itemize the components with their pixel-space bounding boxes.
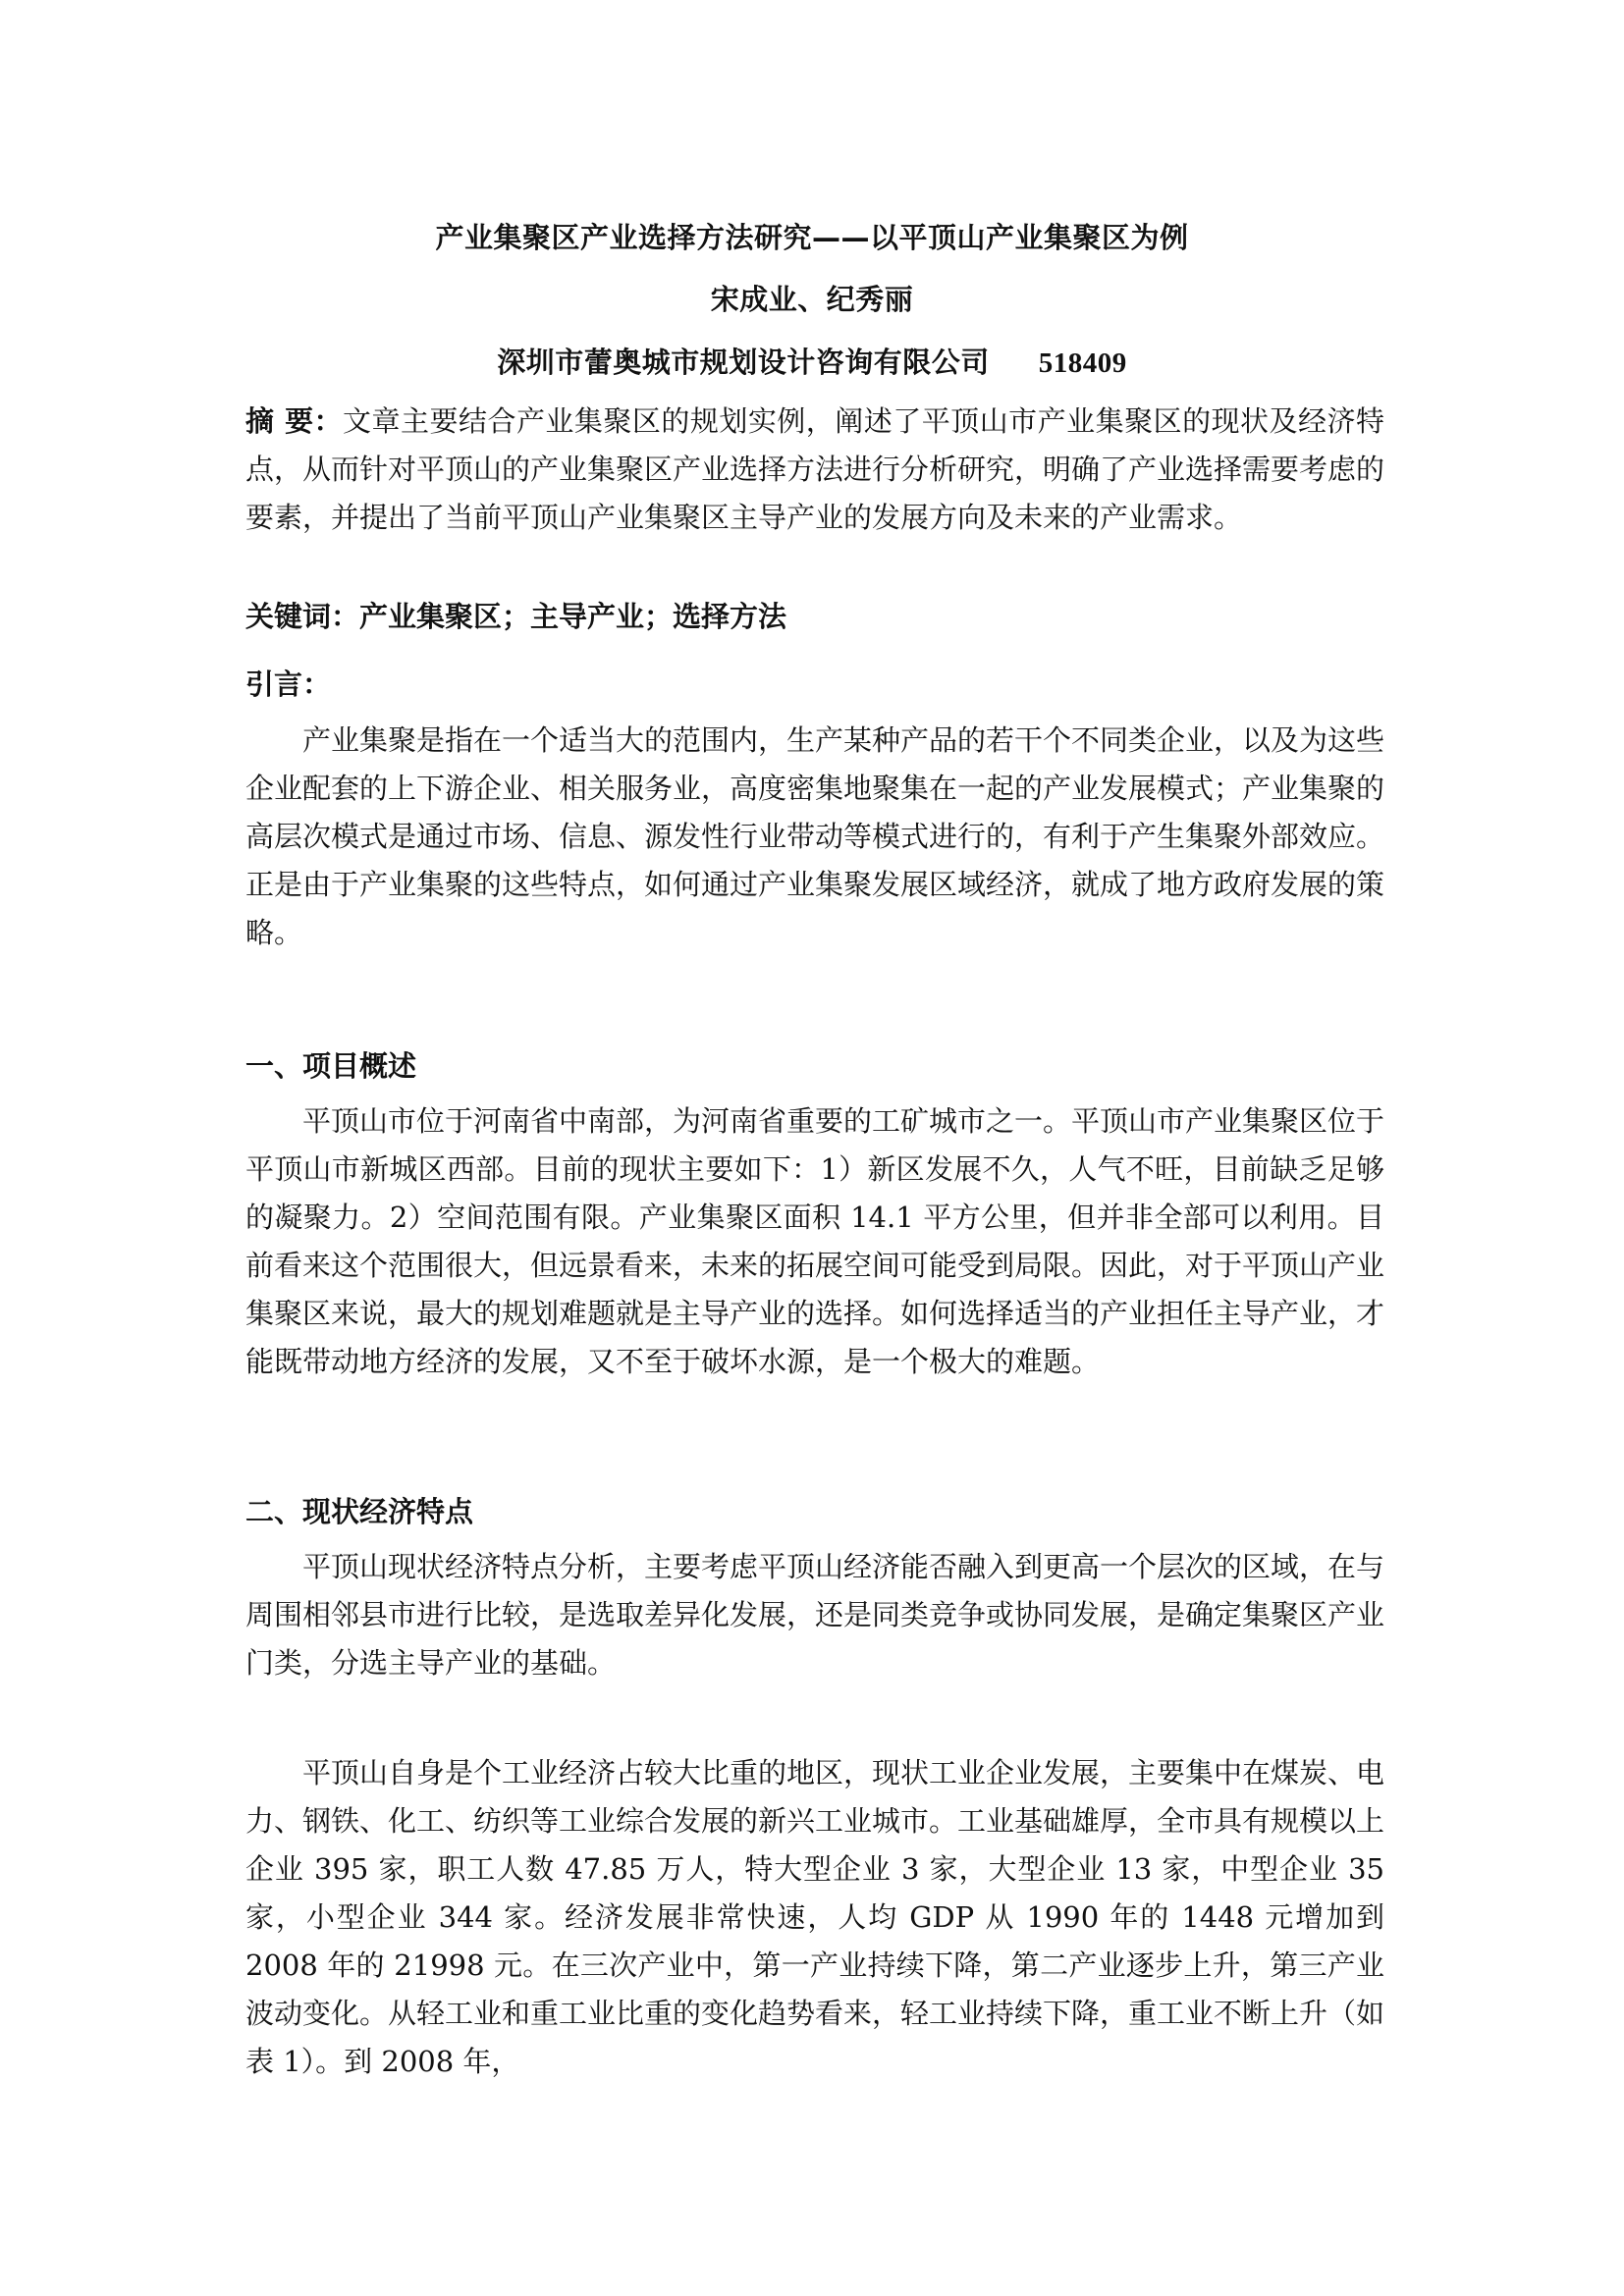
section2-heading-block [245, 1488, 1384, 1536]
paper-affiliation [0, 341, 1624, 381]
section2-heading: 二、现状经济特点 [245, 1495, 474, 1528]
intro-paragraph: 产业集聚是指在一个适当大的范围内，生产某种产品的若干个不同类企业，以及为这些企业配套的上下游企业、相关服务业，高度密集地聚集在一起的产业发展模式；产业集聚的高层次模式是通过市场、信息、源发性行业带动等模式进行的，有利于产生集聚外部效应。正是由于产业集聚的这些特点，如何通过产业集聚发展区域经济，就成了地方政府发展的策略。 [245, 723, 1385, 949]
paper-title: 产业集聚区产业选择方法研究——以平顶山产业集聚区为例 [435, 221, 1189, 254]
keywords-block [245, 593, 1384, 641]
section2-paragraph1-block [245, 1543, 1384, 1687]
abstract-block [245, 398, 1384, 542]
affiliation-name: 深圳市蕾奥城市规划设计咨询有限公司 [497, 346, 990, 379]
section1-heading-block [245, 1042, 1384, 1091]
affiliation-postcode: 518409 [1038, 347, 1127, 379]
section2-paragraph2-block [245, 1749, 1384, 2086]
intro-paragraph-block [245, 717, 1384, 957]
abstract-text: 文章主要结合产业集聚区的规划实例，阐述了平顶山市产业集聚区的现状及经济特点，从而针对平顶山的产业集聚区产业选择方法进行分析研究，明确了产业选择需要考虑的要素，并提出了当前平顶山产业集聚区主导产业的发展方向及未来的产业需求。 [245, 404, 1385, 534]
paper-authors: 宋成业、纪秀丽 [710, 283, 914, 316]
abstract-label: 摘 要： [245, 404, 344, 438]
keywords-label: 关键词： [245, 600, 360, 633]
section2-paragraph1: 平顶山现状经济特点分析，主要考虑平顶山经济能否融入到更高一个层次的区域，在与周围相邻县市进行比较，是选取差异化发展，还是同类竞争或协同发展，是确定集聚区产业门类，分选主导产业的基础。 [245, 1550, 1385, 1680]
intro-heading: 引言： [245, 667, 332, 701]
section1-heading: 一、项目概述 [245, 1049, 417, 1083]
keywords-text: 产业集聚区；主导产业；选择方法 [359, 600, 787, 633]
section1-paragraph-block [245, 1097, 1384, 1386]
section1-paragraph: 平顶山市位于河南省中南部，为河南省重要的工矿城市之一。平顶山市产业集聚区位于平顶山市新城区西部。目前的现状主要如下：1）新区发展不久，人气不旺，目前缺乏足够的凝聚力。2）空间范围有限。产业集聚区面积 14.1 平方公里，但并非全部可以利用。目前看来这个范围很大，但远景看来，未来的拓展空间可能受到局限。因此，对于平顶山产业集聚区来说，最大的规划难题就是主导产业的选择。如何选择适当的产业担任主导产业，才能既带动地方经济的发展，又不至于破坏水源，是一个极大的难题。 [245, 1104, 1385, 1378]
section2-paragraph2: 平顶山自身是个工业经济占较大比重的地区，现状工业企业发展，主要集中在煤炭、电力、钢铁、化工、纺织等工业综合发展的新兴工业城市。工业基础雄厚，全市具有规模以上企业 395 家，职工人数 47.85 万人，特大型企业 3 家，大型企业 13 家，中型企业 35 家，小型企业 344 家。经济发展非常快速，人均 GDP 从 1990 年的 1448 元增加到 2008 年的 21998 元。在三次产业中，第一产业持续下降，第二产业逐步上升，第三产业波动变化。从轻工业和重工业比重的变化趋势看来，轻工业持续下降，重工业不断上升（如表 1）。到 2008 年， [245, 1756, 1385, 2078]
intro-heading-block [245, 661, 1384, 709]
